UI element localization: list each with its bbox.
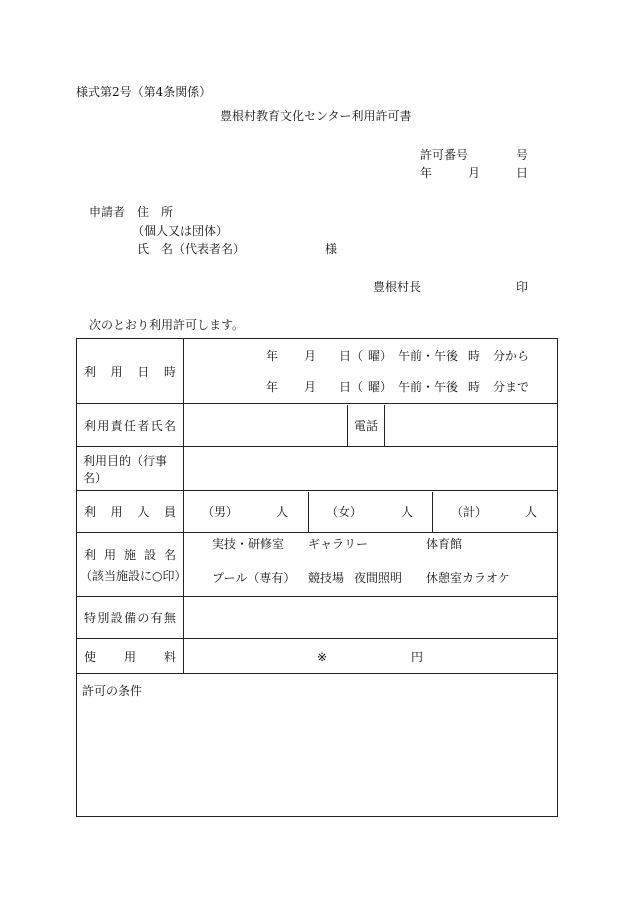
end-month: 月 <box>304 379 317 394</box>
label-char: 用 <box>103 547 116 562</box>
label-fee <box>77 639 184 674</box>
start-month: 月 <box>304 348 317 363</box>
label-char: 備 <box>123 611 136 625</box>
row-purpose <box>77 447 558 491</box>
end-weekday: 曜） <box>368 379 393 394</box>
facility-night-lighting[interactable]: 夜間照明 <box>354 570 403 585</box>
value-facility <box>184 533 558 597</box>
label-char: 別 <box>97 611 110 625</box>
honorific: 様 <box>325 242 338 256</box>
end-hour: 時 <box>468 379 481 394</box>
label-char: 利 <box>84 364 97 379</box>
row-headcount <box>77 491 558 533</box>
label-char: 用 <box>123 649 136 664</box>
form-number: 様式第2号（第4条関係） <box>76 85 212 99</box>
start-year: 年 <box>266 348 279 363</box>
label-char: 氏 <box>150 418 163 433</box>
facility-pool[interactable]: プール（専有） <box>212 570 296 585</box>
label-char: 有 <box>150 611 163 625</box>
facility-label-note: （該当施設に○印） <box>80 568 187 583</box>
total-unit: 人 <box>525 504 538 519</box>
date-day: 日 <box>516 166 529 180</box>
intro-text: 次のとおり利用許可します。 <box>89 318 245 332</box>
fee-unit: 円 <box>411 649 424 664</box>
label-char: 利 <box>84 547 97 562</box>
label-char: 設 <box>143 547 156 562</box>
label-char: 任 <box>123 418 136 433</box>
label-char: 使 <box>84 649 97 664</box>
total-count-field[interactable] <box>433 492 557 532</box>
end-year: 年 <box>266 379 279 394</box>
purpose-field[interactable] <box>184 447 558 491</box>
permit-table <box>76 338 558 817</box>
purpose-label: 利用目的（行事名） <box>83 453 168 485</box>
facility-gallery[interactable]: ギャラリー <box>308 536 369 551</box>
facility-stadium[interactable]: 競技場 <box>308 570 345 585</box>
label-char: 責 <box>110 418 123 433</box>
value-date-time[interactable] <box>184 339 558 404</box>
value-headcount <box>184 491 558 533</box>
fee-mark: ※ <box>317 649 328 664</box>
conditions-label: 許可の条件 <box>82 684 143 698</box>
label-headcount <box>77 491 184 533</box>
permit-number-suffix: 号 <box>516 148 529 162</box>
end-minute: 分まで <box>493 379 530 394</box>
start-minute: 分から <box>493 348 530 363</box>
label-char: 日 <box>137 364 150 379</box>
male-unit: 人 <box>276 504 289 519</box>
end-day: 日（ <box>339 379 364 394</box>
label-responsible <box>77 404 184 447</box>
label-char: 設 <box>110 611 123 625</box>
label-char: の <box>137 611 150 625</box>
label-char: 用 <box>110 364 123 379</box>
start-hour: 時 <box>468 348 481 363</box>
applicant-label: 申請者 <box>89 205 126 219</box>
row-conditions <box>77 674 558 817</box>
phone-label: 電話 <box>354 418 379 433</box>
label-char: 施 <box>123 547 136 562</box>
label-facility <box>77 533 187 597</box>
label-date-time <box>77 339 184 404</box>
row-equipment <box>77 597 558 639</box>
label-char: 人 <box>137 505 150 519</box>
fee-field[interactable] <box>184 639 558 674</box>
equipment-field[interactable] <box>184 597 558 639</box>
start-weekday: 曜） <box>368 348 393 363</box>
conditions-field[interactable] <box>77 674 558 817</box>
row-fee <box>77 639 558 674</box>
value-responsible <box>184 404 558 447</box>
row-facility <box>77 533 558 597</box>
date-month: 月 <box>468 166 481 180</box>
label-char: 料 <box>163 649 176 664</box>
label-char: 名 <box>163 547 176 562</box>
label-char: 利 <box>84 418 97 433</box>
male-label: （男） <box>202 504 239 519</box>
address-note: （個人又は団体） <box>132 224 229 238</box>
responsible-name-field[interactable] <box>184 405 348 446</box>
label-char: 無 <box>163 611 176 625</box>
phone-label-cell <box>348 405 385 446</box>
label-purpose <box>77 447 184 491</box>
row-date-time <box>77 339 558 404</box>
label-equipment <box>77 597 184 639</box>
row-responsible <box>77 404 558 447</box>
male-count-field[interactable] <box>184 492 309 532</box>
female-label: （女） <box>326 504 363 519</box>
document-title: 豊根村教育文化センター利用許可書 <box>220 109 412 123</box>
issuer-title: 豊根村長 <box>373 280 422 294</box>
total-label: （計） <box>451 504 488 519</box>
label-char: 員 <box>163 505 176 519</box>
label-char: 名 <box>163 418 176 433</box>
facility-training-room[interactable]: 実技・研修室 <box>212 536 285 551</box>
permit-number-label: 許可番号 <box>420 148 469 162</box>
label-char: 者 <box>137 418 150 433</box>
phone-field[interactable] <box>385 405 557 446</box>
female-unit: 人 <box>401 504 414 519</box>
facility-gymnasium[interactable]: 体育館 <box>426 536 463 551</box>
label-char: 用 <box>110 505 123 519</box>
start-ampm: 午前・午後 <box>398 348 459 363</box>
label-char: 用 <box>97 418 110 433</box>
issuer-seal: 印 <box>516 280 529 294</box>
date-year: 年 <box>420 166 433 180</box>
end-ampm: 午前・午後 <box>398 379 459 394</box>
female-count-field[interactable] <box>309 492 433 532</box>
label-char: 時 <box>163 364 176 379</box>
address-label: 住 所 <box>137 205 174 219</box>
start-day: 日（ <box>339 348 364 363</box>
label-char: 特 <box>84 611 97 625</box>
name-label: 氏 名（代表者名） <box>137 242 246 256</box>
label-char: 利 <box>84 505 97 519</box>
facility-karaoke-lounge[interactable]: 休憩室カラオケ <box>426 570 510 585</box>
